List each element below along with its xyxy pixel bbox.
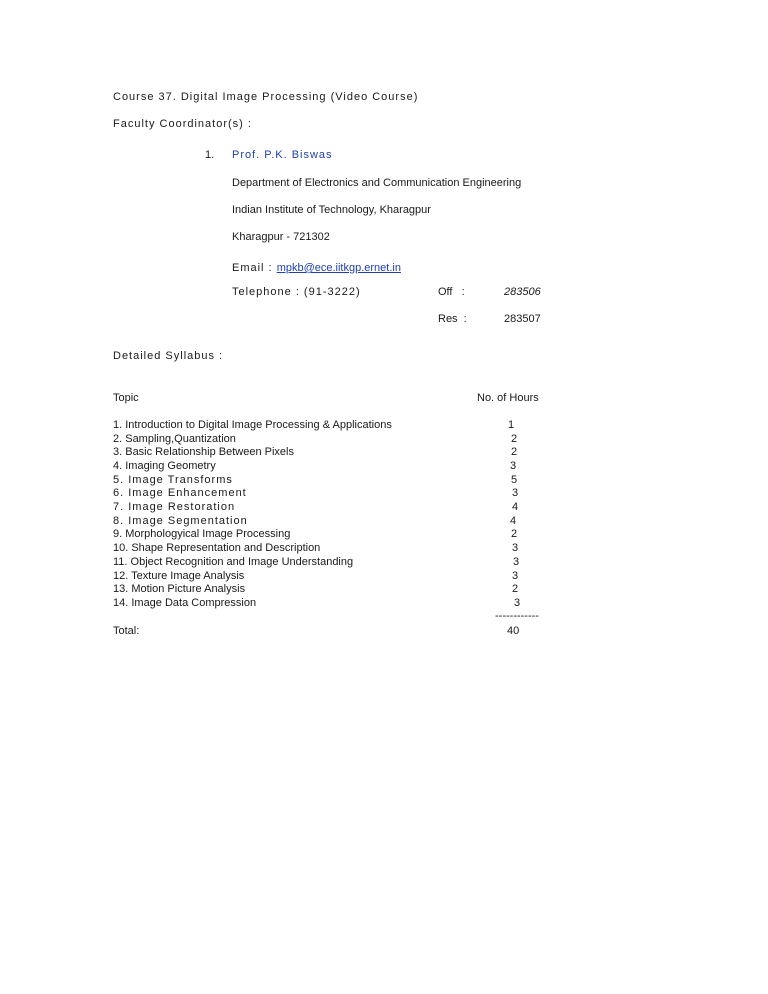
hours-cell: 3 [513,597,521,609]
faculty-name: Prof. P.K. Biswas [232,149,333,161]
email-line [232,262,401,275]
residence-number: 283507 [504,313,541,325]
coordinator-label: Faculty Coordinator(s) : [113,118,252,130]
hours-cell: 2 [510,433,518,445]
topic-row: 6. Image Enhancement [113,487,247,499]
topic-row: 4. Imaging Geometry [113,460,216,472]
hours-cell: 3 [509,460,517,472]
telephone-label: Telephone : (91-3222) [232,286,361,298]
hours-cell: 3 [511,570,519,582]
topic-row: 3. Basic Relationship Between Pixels [113,446,294,458]
topic-row: 9. Morphologyical Image Processing [113,528,291,540]
faculty-institute: Indian Institute of Technology, Kharagpur [232,204,431,216]
course-title: Course 37. Digital Image Processing (Video Course) [113,91,419,103]
office-number: 283506 [504,286,541,298]
faculty-number: 1. [205,149,215,161]
hours-cell: 2 [510,446,518,458]
office-label: Off : [438,286,465,298]
topic-header: Topic [113,392,139,404]
email-label: Email : [232,262,277,274]
residence-label: Res : [438,313,467,325]
hours-cell: 3 [511,487,519,499]
hours-cell: 3 [512,556,520,568]
hours-cell: 5 [510,474,518,486]
total-value: 40 [507,625,520,637]
topic-row: 5. Image Transforms [113,474,233,486]
topic-row: 7. Image Restoration [113,501,236,513]
topic-row: 14. Image Data Compression [113,597,257,609]
topic-row: 11. Object Recognition and Image Understanding [113,556,354,568]
faculty-address: Kharagpur - 721302 [232,231,330,243]
topic-row: 2. Sampling,Quantization [113,433,236,445]
total-divider: ------------ [495,610,539,622]
hours-cell: 3 [511,542,519,554]
topic-row: 13. Motion Picture Analysis [113,583,246,595]
topic-row: 1. Introduction to Digital Image Processing & Applications [113,419,392,431]
hours-cell: 4 [509,515,517,527]
topic-row: 12. Texture Image Analysis [113,570,245,582]
faculty-department: Department of Electronics and Communication Engineering [232,177,522,189]
hours-cell: 2 [510,528,518,540]
hours-cell: 1 [507,419,515,431]
hours-cell: 4 [511,501,519,513]
syllabus-heading: Detailed Syllabus : [113,350,224,362]
total-label: Total: [113,625,140,637]
hours-cell: 2 [511,583,519,595]
topic-row: 8. Image Segmentation [113,515,248,527]
topic-row: 10. Shape Representation and Description [113,542,321,554]
email-link[interactable]: mpkb@ece.iitkgp.ernet.in [276,262,401,274]
hours-header: No. of Hours [477,392,539,404]
